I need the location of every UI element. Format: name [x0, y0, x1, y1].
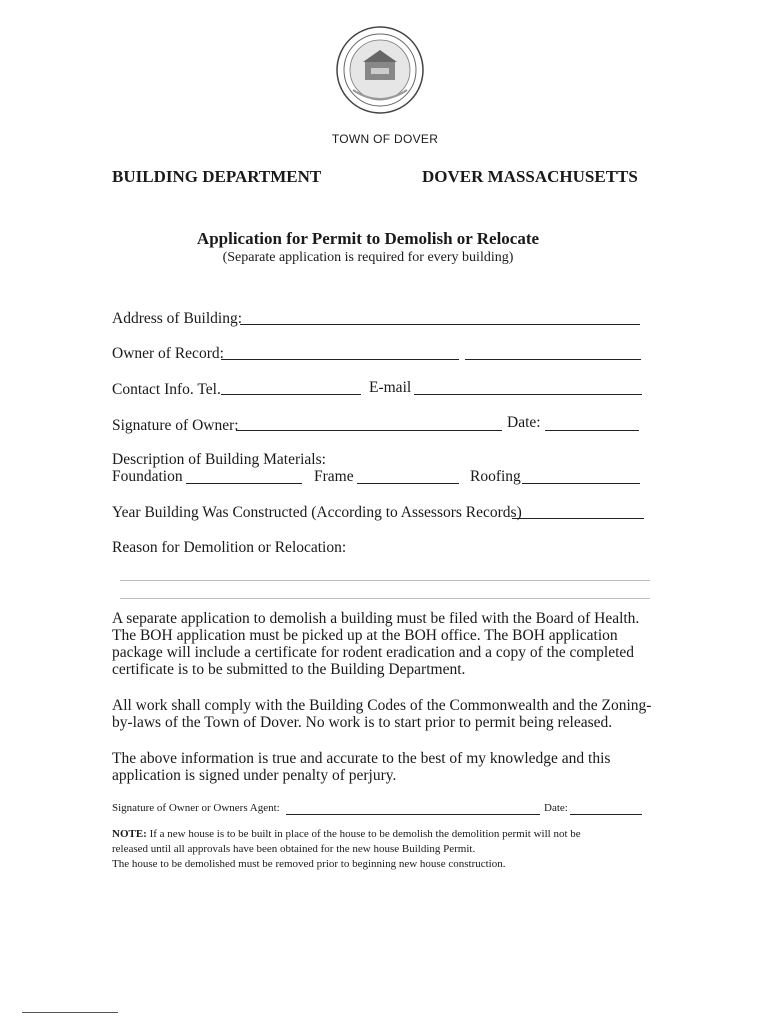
boh-paragraph: A separate application to demolish a building must be filed with the Board of Health. The BOH application must be picked up at the BOH office. The BOH application package will include a certificate for rodent eradication and a copy of the completed certificate is to be submitted to the Building Department. — [112, 610, 640, 678]
note-line-2: released until all approvals have been obtained for the new house Building Permit. — [112, 843, 476, 855]
note-line-3: The house to be demolished must be removed prior to beginning new house construction. — [112, 858, 506, 870]
agent-signature-label: Signature of Owner or Owners Agent: — [112, 802, 280, 814]
address-label: Address of Building: — [112, 310, 243, 327]
note-line-1 — [112, 828, 581, 840]
signature-date-field[interactable] — [545, 430, 639, 431]
signature-date-label: Date: — [507, 414, 541, 431]
foundation-label: Foundation — [112, 468, 183, 485]
department-location: DOVER MASSACHUSETTS — [422, 167, 638, 186]
year-built-label: Year Building Was Constructed (According to Assessors Records) — [112, 504, 522, 521]
signature-owner-field[interactable] — [236, 430, 502, 431]
reason-field-line-1[interactable] — [120, 580, 650, 581]
materials-label: Description of Building Materials: — [112, 451, 326, 468]
address-field[interactable] — [240, 324, 640, 325]
contact-tel-field[interactable] — [221, 394, 361, 395]
agent-date-field[interactable] — [570, 814, 642, 815]
frame-field[interactable] — [357, 483, 459, 484]
department-name: BUILDING DEPARTMENT — [112, 167, 322, 186]
compliance-paragraph: All work shall comply with the Building Codes of the Commonwealth and the Zoning-by-laws of the Town of Dover. No work is to start prior to permit being released. — [112, 697, 652, 731]
email-label: E-mail — [369, 379, 412, 396]
email-field[interactable] — [414, 394, 642, 395]
town-seal-logo — [335, 22, 425, 118]
owner-label: Owner of Record: — [112, 345, 224, 362]
agent-signature-field[interactable] — [286, 814, 540, 815]
form-title: Application for Permit to Demolish or Relocate — [196, 229, 540, 248]
roofing-field[interactable] — [522, 483, 640, 484]
owner-field-2[interactable] — [465, 359, 641, 360]
town-name: TOWN OF DOVER — [331, 132, 439, 146]
year-built-field[interactable] — [512, 518, 644, 519]
frame-label: Frame — [314, 468, 354, 485]
agent-date-label: Date: — [544, 802, 568, 814]
owner-field[interactable] — [221, 359, 459, 360]
reason-field-line-2[interactable] — [120, 598, 650, 599]
footer-rule — [22, 1012, 118, 1013]
reason-label: Reason for Demolition or Relocation: — [112, 539, 347, 556]
certification-paragraph: The above information is true and accurate to the best of my knowledge and this application is signed under penalty of perjury. — [112, 750, 611, 784]
contact-tel-label: Contact Info. Tel. — [112, 381, 221, 398]
note-label: NOTE: — [112, 828, 147, 840]
roofing-label: Roofing — [470, 468, 521, 485]
signature-owner-label: Signature of Owner: — [112, 417, 239, 434]
note-text-1: If a new house is to be built in place of the house to be demolish the demolition permit will not be — [149, 828, 581, 840]
foundation-field[interactable] — [186, 483, 302, 484]
form-subtitle: (Separate application is required for every building) — [222, 250, 514, 265]
